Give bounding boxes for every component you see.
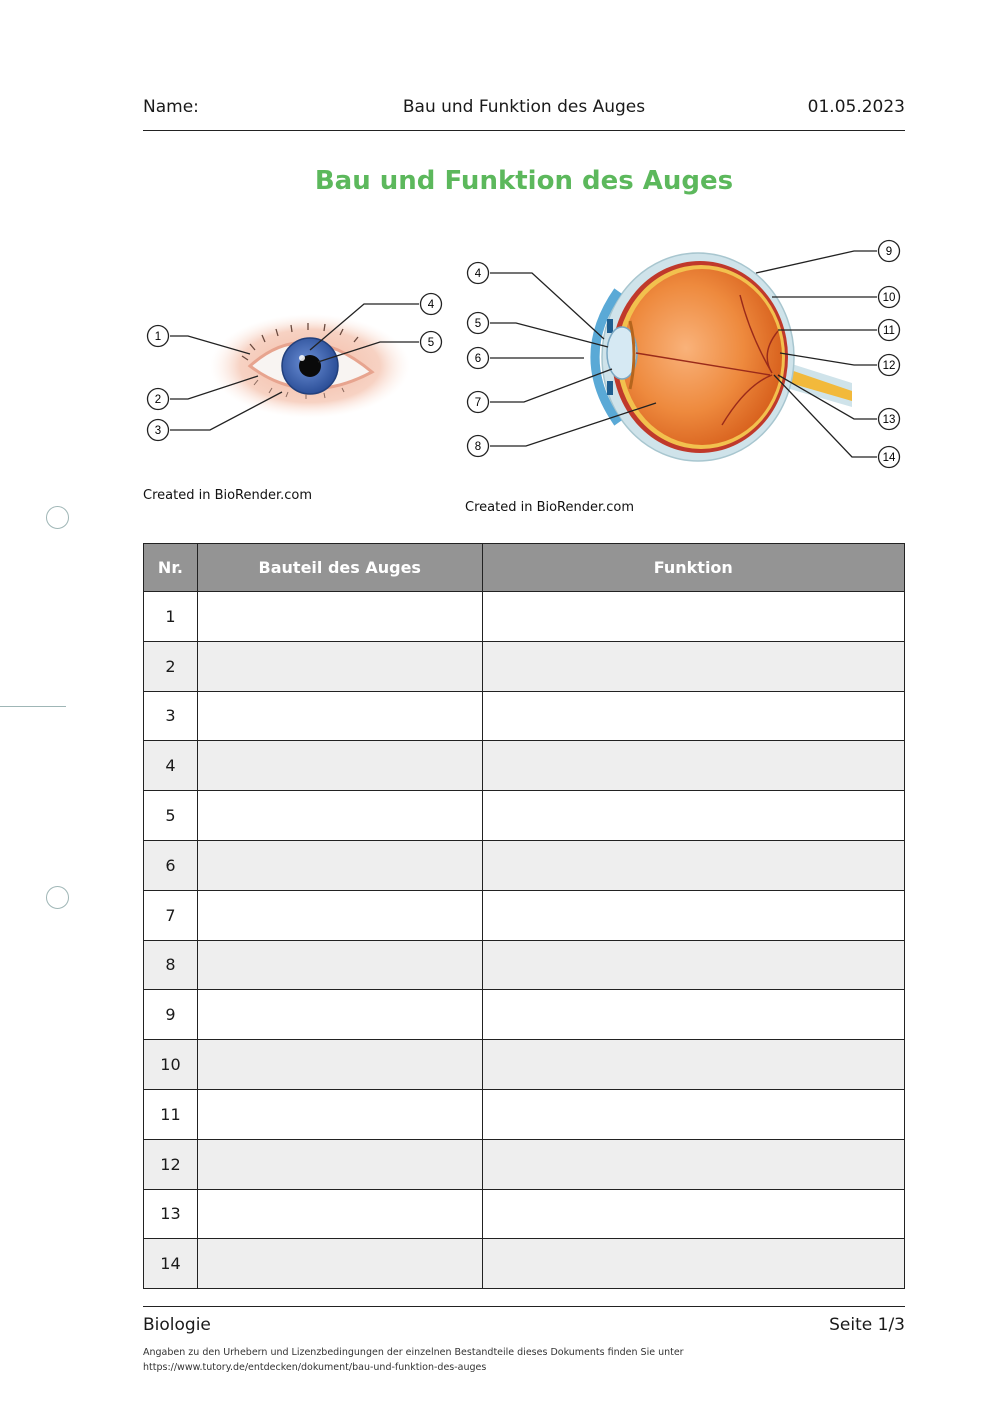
component-answer-cell[interactable]	[197, 691, 482, 741]
table-header-row	[144, 544, 905, 592]
table-row	[144, 741, 905, 791]
component-answer-cell[interactable]	[197, 1089, 482, 1139]
component-answer-cell[interactable]	[197, 990, 482, 1040]
marker-number: 14	[882, 452, 896, 464]
row-number: 11	[144, 1089, 198, 1139]
column-header-nr: Nr.	[144, 544, 198, 592]
punch-hole-bottom	[46, 886, 69, 909]
leader-line-9	[756, 251, 877, 273]
punch-hole-top	[46, 506, 69, 529]
eye-parts-table	[143, 543, 905, 1289]
component-answer-cell[interactable]	[197, 1239, 482, 1289]
table-row	[144, 990, 905, 1040]
row-number: 4	[144, 741, 198, 791]
row-number: 14	[144, 1239, 198, 1289]
row-number: 10	[144, 1040, 198, 1090]
label-marker-1	[148, 326, 169, 347]
label-marker-5	[468, 313, 489, 334]
row-number: 1	[144, 592, 198, 642]
marker-number: 1	[154, 331, 162, 343]
table-row	[144, 641, 905, 691]
row-number: 9	[144, 990, 198, 1040]
component-answer-cell[interactable]	[197, 592, 482, 642]
table-row	[144, 791, 905, 841]
eye-cross-section-diagram	[460, 235, 910, 475]
marker-number: 7	[474, 397, 482, 409]
component-answer-cell[interactable]	[197, 940, 482, 990]
label-marker-13	[879, 409, 900, 430]
table-row	[144, 1089, 905, 1139]
marker-number: 10	[882, 292, 896, 304]
marker-number: 11	[883, 325, 895, 337]
table-row	[144, 1139, 905, 1189]
column-header-function: Funktion	[482, 544, 904, 592]
row-number: 6	[144, 840, 198, 890]
row-number: 5	[144, 791, 198, 841]
table-row	[144, 691, 905, 741]
column-header-component: Bauteil des Auges	[197, 544, 482, 592]
function-answer-cell[interactable]	[482, 741, 904, 791]
row-number: 13	[144, 1189, 198, 1239]
row-number: 3	[144, 691, 198, 741]
table-row	[144, 1040, 905, 1090]
label-marker-9	[879, 241, 900, 262]
marker-number: 6	[474, 353, 482, 365]
function-answer-cell[interactable]	[482, 890, 904, 940]
label-marker-3	[148, 420, 169, 441]
component-answer-cell[interactable]	[197, 791, 482, 841]
table-body	[144, 592, 905, 1289]
outer-eye-diagram	[140, 280, 450, 450]
marker-number: 5	[474, 318, 482, 330]
function-answer-cell[interactable]	[482, 940, 904, 990]
function-answer-cell[interactable]	[482, 1089, 904, 1139]
fold-mark	[0, 706, 66, 707]
marker-number: 13	[882, 414, 896, 426]
marker-number: 4	[427, 299, 435, 311]
row-number: 7	[144, 890, 198, 940]
row-number: 2	[144, 641, 198, 691]
biorender-credit-outer-eye: Created in BioRender.com	[143, 488, 313, 503]
row-number: 8	[144, 940, 198, 990]
marker-number: 9	[885, 246, 893, 258]
function-answer-cell[interactable]	[482, 791, 904, 841]
label-marker-4	[421, 294, 442, 315]
function-answer-cell[interactable]	[482, 1239, 904, 1289]
footer-subject: Biologie	[143, 1315, 211, 1335]
function-answer-cell[interactable]	[482, 1040, 904, 1090]
component-answer-cell[interactable]	[197, 1139, 482, 1189]
function-answer-cell[interactable]	[482, 691, 904, 741]
component-answer-cell[interactable]	[197, 890, 482, 940]
header-date: 01.05.2023	[807, 97, 905, 117]
table-row	[144, 840, 905, 890]
marker-number: 12	[882, 360, 896, 372]
component-answer-cell[interactable]	[197, 641, 482, 691]
page-title: Bau und Funktion des Auges	[314, 166, 734, 196]
component-answer-cell[interactable]	[197, 1040, 482, 1090]
marker-number: 5	[427, 337, 435, 349]
label-marker-4	[468, 263, 489, 284]
license-note	[143, 1345, 905, 1375]
marker-number: 3	[154, 425, 162, 437]
eye-highlight	[299, 355, 305, 361]
table-row	[144, 940, 905, 990]
label-marker-10	[879, 287, 900, 308]
label-marker-11	[879, 320, 900, 341]
license-note-text: Angaben zu den Urhebern und Lizenzbedingungen der einzelnen Bestandteile dieses Dokuments finden Sie unter	[143, 1347, 684, 1358]
table-row	[144, 1189, 905, 1239]
label-marker-7	[468, 392, 489, 413]
function-answer-cell[interactable]	[482, 641, 904, 691]
component-answer-cell[interactable]	[197, 741, 482, 791]
row-number: 12	[144, 1139, 198, 1189]
marker-number: 4	[474, 268, 482, 280]
header-doc-title: Bau und Funktion des Auges	[402, 97, 646, 117]
table-row	[144, 592, 905, 642]
license-note-url[interactable]: https://www.tutory.de/entdecken/dokument/bau-und-funktion-des-auges	[143, 1362, 487, 1373]
label-marker-5	[421, 332, 442, 353]
vitreous-body	[622, 269, 782, 445]
component-answer-cell[interactable]	[197, 840, 482, 890]
function-answer-cell[interactable]	[482, 1189, 904, 1239]
function-answer-cell[interactable]	[482, 990, 904, 1040]
page-header	[143, 95, 905, 131]
table-row	[144, 1239, 905, 1289]
function-answer-cell[interactable]	[482, 592, 904, 642]
label-marker-8	[468, 436, 489, 457]
function-answer-cell[interactable]	[482, 840, 904, 890]
component-answer-cell[interactable]	[197, 1189, 482, 1239]
leader-line-4	[490, 273, 604, 339]
label-marker-12	[879, 355, 900, 376]
biorender-credit-eye-section: Created in BioRender.com	[465, 500, 635, 515]
label-marker-2	[148, 389, 169, 410]
marker-number: 2	[154, 394, 162, 406]
label-marker-14	[879, 447, 900, 468]
function-answer-cell[interactable]	[482, 1139, 904, 1189]
label-marker-6	[468, 348, 489, 369]
name-label: Name:	[143, 97, 199, 117]
footer-page-number: Seite 1/3	[829, 1315, 905, 1335]
marker-number: 8	[474, 441, 482, 453]
page-footer	[143, 1306, 905, 1373]
table-row	[144, 890, 905, 940]
